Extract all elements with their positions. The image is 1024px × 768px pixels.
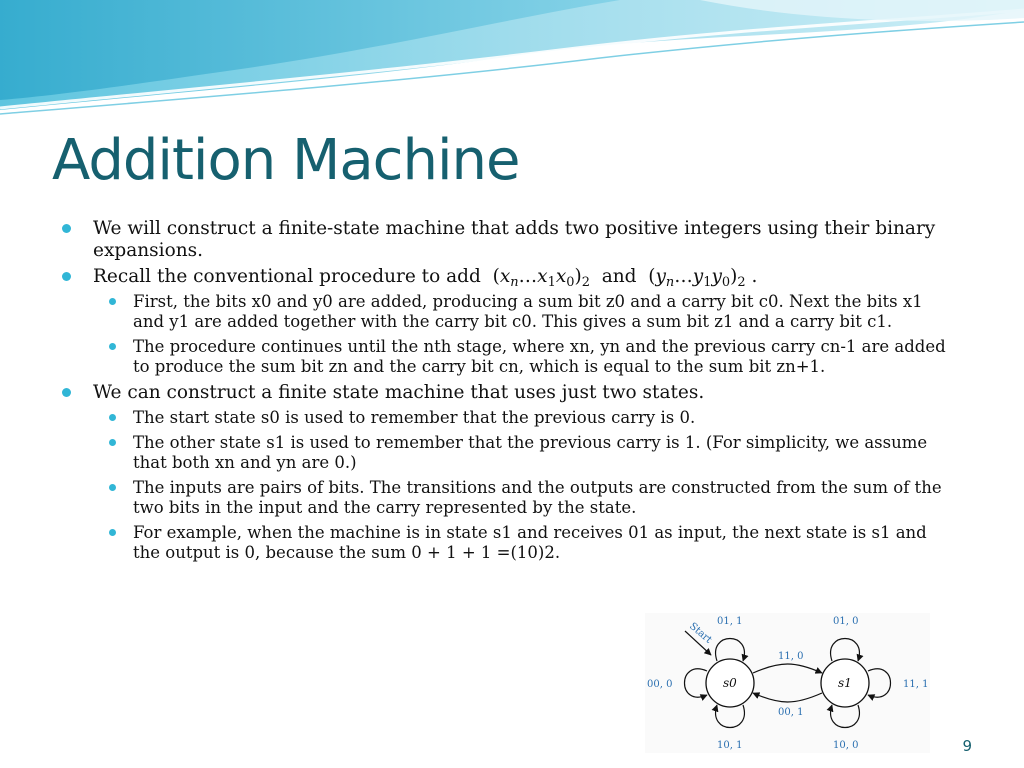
bullet-text: The start state s0 is used to remember that the previous carry is 0.	[133, 408, 696, 427]
s1-top-loop	[831, 639, 860, 662]
state-s0-label: s0	[723, 676, 737, 690]
bullet-item	[58, 382, 958, 404]
bullet-text: The procedure continues until the nth stage, where xn, yn and the previous carry cn-1 are added to produce the sum bit zn and the carry bit cn, which is equal to the sum bit zn+1.	[133, 337, 946, 376]
s0-left-loop	[685, 669, 708, 697]
sub-bullet-item	[103, 433, 958, 473]
page-title: Addition Machine	[52, 128, 520, 193]
math-expression: $(x_n\dots x_1x_0)_2$ and $(y_n\dots y_1y_0)_2$ .	[486, 266, 758, 290]
bullet-text: We will construct a finite-state machine that adds two positive integers using their binary expansions.	[93, 218, 936, 261]
bullet-item	[58, 266, 958, 288]
bullet-dot-icon	[62, 388, 71, 397]
bullet-text: The inputs are pairs of bits. The transitions and the outputs are constructed from the sum of the two bits in the input and the carry represented by the state.	[133, 478, 942, 517]
state-s1-label: s1	[838, 676, 852, 690]
sub-bullet-item	[103, 408, 958, 428]
s0-left-loop-label: 00, 0	[647, 679, 673, 690]
header-wave-decoration	[0, 0, 1024, 120]
s1-right-loop	[868, 669, 891, 697]
bullet-dot-icon	[62, 224, 71, 233]
bullet-dot-icon	[62, 272, 71, 281]
s0-bottom-loop-label: 10, 1	[717, 740, 743, 751]
bullet-text: The other state s1 is used to remember that the previous carry is 1. (For simplicity, we assume that both xn and yn are 0.)	[133, 433, 928, 472]
s0-top-loop	[716, 639, 745, 662]
bullet-text: Recall the conventional procedure to add	[93, 266, 481, 287]
bullet-dot-icon	[109, 439, 116, 446]
bullet-dot-icon	[109, 484, 116, 491]
bullet-text: First, the bits x0 and y0 are added, producing a sum bit z0 and a carry bit c0. Next the bits x1 and y1 are added together with the carry bit c0. This gives a sum bit z1 and a carry bit c1.	[133, 292, 923, 331]
start-label: Start	[687, 620, 714, 646]
bullet-dot-icon	[109, 298, 116, 305]
s0-bottom-loop	[716, 705, 745, 728]
bullet-text: For example, when the machine is in state s1 and receives 01 as input, the next state is s1 and the output is 0, because the sum 0 + 1 + 1 =(10)2.	[133, 523, 927, 562]
s1-to-s0-label: 00, 1	[778, 707, 804, 718]
s1-right-loop-label: 11, 1	[903, 679, 929, 690]
s0-to-s1-label: 11, 0	[778, 651, 804, 662]
s1-to-s0-arrow	[753, 693, 822, 702]
sub-bullet-item	[103, 337, 958, 377]
bullet-dot-icon	[109, 343, 116, 350]
page-number: 9	[962, 737, 972, 755]
bullet-text: We can construct a finite state machine that uses just two states.	[93, 382, 705, 403]
sub-bullet-item	[103, 292, 958, 332]
bullet-list	[58, 218, 958, 568]
s0-to-s1-arrow	[753, 664, 822, 673]
s1-bottom-loop	[831, 705, 860, 728]
sub-bullet-item	[103, 478, 958, 518]
sub-bullet-item	[103, 523, 958, 563]
s1-top-loop-label: 01, 0	[833, 616, 859, 627]
bullet-dot-icon	[109, 414, 116, 421]
s1-bottom-loop-label: 10, 0	[833, 740, 859, 751]
bullet-dot-icon	[109, 529, 116, 536]
bullet-item	[58, 218, 958, 262]
state-diagram	[645, 613, 930, 753]
s0-top-loop-label: 01, 1	[717, 616, 743, 627]
